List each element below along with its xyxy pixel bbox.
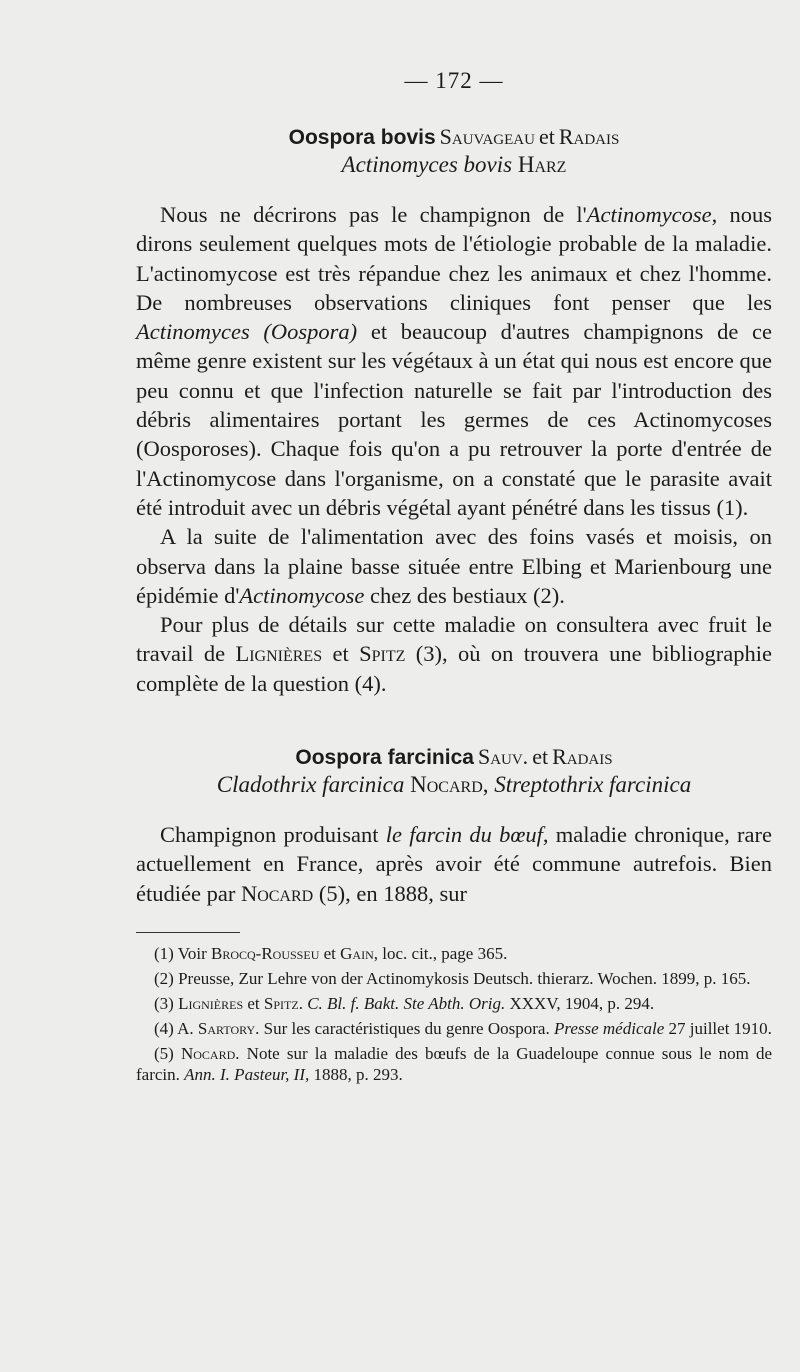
footnote-2: (2) Preusse, Zur Lehre von der Actinomykosis Deutsch. thierarz. Wochen. 1899, p. 165. [154, 968, 751, 988]
species-name: Oospora bovis [288, 126, 436, 149]
paragraph-3: Pour plus de détails sur cette maladie on consultera avec fruit le travail de Lignières et Spitz (3), où on trouvera une bibliographie complète de la question (4). [136, 612, 772, 696]
author-name-2: Radais [558, 124, 620, 149]
conjunction: et [538, 124, 555, 149]
footnote-4: (4) A. Sartory. Sur les caractéristiques du genre Oospora. Presse médicale 27 juillet 1910. [154, 1018, 772, 1038]
author-name: Sauvageau [439, 124, 535, 149]
synonym-name: Cladothrix farcinica [216, 772, 405, 798]
synonym-author: Harz [517, 152, 567, 177]
footnote-1: (1) Voir Brocq-Rousseu et Gain, loc. cit., page 365. [154, 943, 508, 963]
footnote-divider [136, 932, 240, 933]
section-heading-oospora-bovis [136, 124, 772, 150]
conjunction: et [532, 744, 549, 770]
paragraph-1: Nous ne décrirons pas le champignon de l'Actinomycose, nous dirons seulement quelques mots de l'étiologie probable de la maladie. L'actinomycose est très répandue chez les animaux et chez l'homme. De nombreuses observations cliniques font penser que les Actinomyces (Oospora) et beaucoup d'autres champignons de ce même genre existent sur les végétaux à un état qui nous est encore que peu connu et que l'infection naturelle se fait par l'introduction des débris alimentaires portant les germes de ces Actinomycoses (Oosporoses). Chaque fois qu'on a pu retrouver la porte d'entrée de l'Actinomycose dans l'organisme, on a constaté que le parasite avait été introduit avec un débris végétal ayant pénétré dans les tissus (1). [136, 202, 772, 520]
synonym-line: Cladothrix farcinica Nocard, Streptothrix farcinica [216, 772, 692, 798]
synonym-name-2: Streptothrix farcinica [494, 772, 692, 798]
section-heading-oospora-farcinica [136, 744, 772, 770]
footnote-3: (3) Lignières et Spitz. C. Bl. f. Bakt. Ste Abth. Orig. XXXV, 1904, p. 294. [154, 993, 655, 1013]
page-number: — 172 — [404, 68, 504, 93]
synonym-name: Actinomyces bovis [341, 152, 513, 177]
synonym-author: Nocard [410, 772, 483, 798]
author-name-2: Radais [552, 744, 613, 770]
paragraph-4: Champignon produisant le farcin du bœuf, maladie chronique, rare actuellement en France, après avoir été commune autrefois. Bien étudiée par Nocard (5), en 1888, sur [136, 822, 772, 906]
author-name: Sauv. [477, 744, 529, 770]
synonym-line [136, 152, 772, 178]
footnote-5: (5) Nocard. Note sur la maladie des bœufs de la Guadeloupe connue sous le nom de farcin. Ann. I. Pasteur, II, 1888, p. 293. [136, 1043, 773, 1084]
species-name: Oospora farcinica [295, 746, 474, 770]
paragraph-2: A la suite de l'alimentation avec des foins vasés et moisis, on observa dans la plaine basse située entre Elbing et Marienbourg une épidémie d'Actinomycose chez des bestiaux (2). [136, 524, 772, 608]
